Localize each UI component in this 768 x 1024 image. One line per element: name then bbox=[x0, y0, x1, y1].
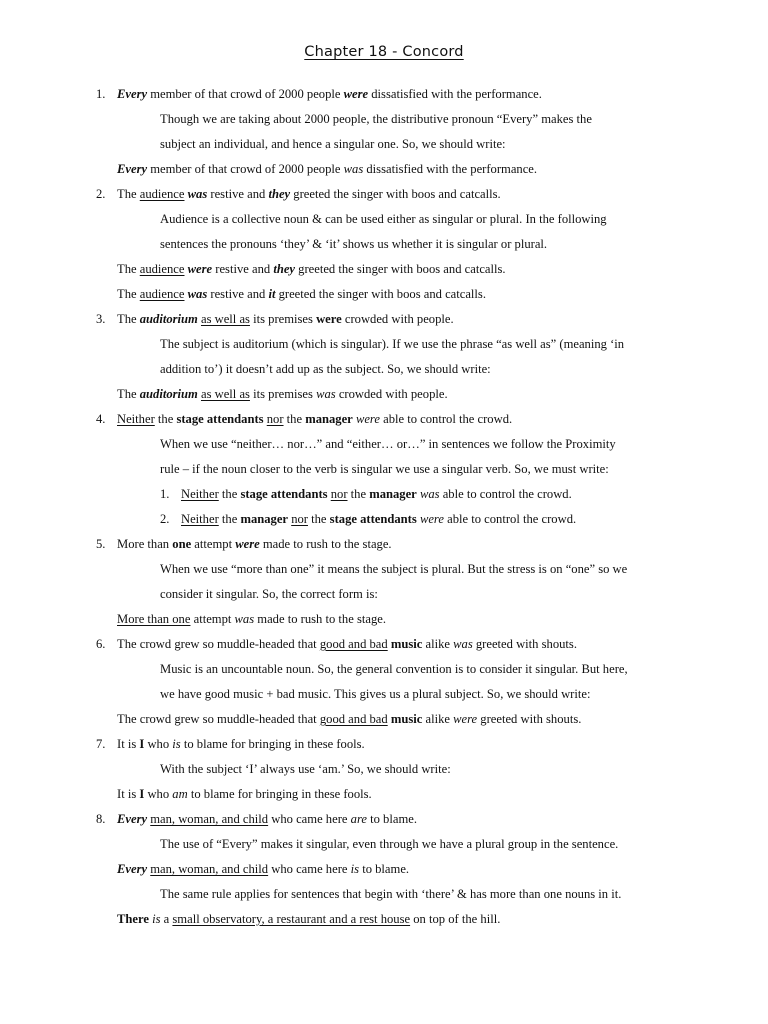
text-line bbox=[160, 884, 708, 904]
list-number: 2. bbox=[96, 187, 106, 201]
text-run: alike bbox=[422, 637, 454, 651]
list-number: 2. bbox=[160, 512, 170, 526]
text-run: is bbox=[152, 912, 161, 926]
text-run: manager bbox=[305, 412, 353, 426]
text-run: greeted the singer with boos and catcalls. bbox=[290, 187, 501, 201]
text-run: member of that crowd of 2000 people bbox=[147, 162, 344, 176]
text-run: the bbox=[347, 487, 370, 501]
text-run: dissatisfied with the performance. bbox=[368, 87, 542, 101]
text-line bbox=[117, 284, 708, 304]
text-line bbox=[96, 634, 708, 654]
text-run: nor bbox=[330, 487, 348, 501]
text-run: were bbox=[316, 312, 342, 326]
text-run: music bbox=[390, 712, 423, 726]
text-line bbox=[160, 434, 708, 454]
text-run: stage attendants bbox=[240, 487, 328, 501]
text-run: restive and bbox=[207, 287, 269, 301]
text-run: The subject is auditorium (which is singular). If we use the phrase “as well as” (meaning ‘in bbox=[160, 337, 625, 351]
text-line bbox=[96, 84, 708, 104]
text-line bbox=[96, 534, 708, 554]
text-run: stage attendants bbox=[329, 512, 417, 526]
text-run: music bbox=[390, 637, 423, 651]
text-run: The same rule applies for sentences that begin with ‘there’ & has more than one nouns in it. bbox=[160, 887, 622, 901]
text-run: stage attendants bbox=[176, 412, 264, 426]
list-number: 5. bbox=[96, 537, 106, 551]
text-run: was bbox=[187, 287, 208, 301]
text-run: restive and bbox=[212, 262, 274, 276]
text-run: who bbox=[144, 787, 173, 801]
text-run: It is bbox=[117, 737, 140, 751]
text-run: With the subject ‘I’ always use ‘am.’ So, we should write: bbox=[160, 762, 451, 776]
text-line bbox=[160, 559, 708, 579]
text-run: Every bbox=[117, 862, 148, 876]
text-run: The bbox=[117, 387, 140, 401]
text-run: who came here bbox=[268, 812, 351, 826]
text-line bbox=[160, 359, 708, 379]
text-run: The bbox=[117, 262, 140, 276]
text-run: manager bbox=[240, 512, 289, 526]
text-run: attempt bbox=[191, 537, 236, 551]
text-run: good and bad bbox=[319, 712, 388, 726]
text-run: restive and bbox=[207, 187, 269, 201]
text-line bbox=[160, 584, 708, 604]
text-line bbox=[96, 184, 708, 204]
list-number: 8. bbox=[96, 812, 106, 826]
text-line bbox=[117, 384, 708, 404]
text-run: Neither bbox=[117, 412, 155, 426]
text-run: the bbox=[307, 512, 330, 526]
text-line bbox=[160, 509, 708, 529]
text-run: Though we are taking about 2000 people, the distributive pronoun “Every” makes the bbox=[160, 112, 592, 126]
text-run: I bbox=[139, 787, 145, 801]
text-run: I bbox=[139, 737, 145, 751]
text-run: small observatory, a restaurant and a rest house bbox=[172, 912, 411, 926]
text-run: able to control the crowd. bbox=[443, 512, 577, 526]
text-line bbox=[160, 759, 708, 779]
text-run: the bbox=[218, 487, 241, 501]
text-run: we have good music + bad music. This gives us a plural subject. So, we should write: bbox=[160, 687, 591, 701]
text-run: addition to’) it doesn’t add up as the subject. So, we should write: bbox=[160, 362, 491, 376]
text-run: greeted with shouts. bbox=[472, 637, 577, 651]
text-line bbox=[96, 734, 708, 754]
text-run: were bbox=[187, 262, 213, 276]
text-run: who bbox=[144, 737, 173, 751]
text-run: as well as bbox=[200, 312, 250, 326]
text-run: When we use “more than one” it means the subject is plural. But the stress is on “one” so we bbox=[160, 562, 628, 576]
text-run: to blame. bbox=[359, 862, 410, 876]
text-line bbox=[160, 834, 708, 854]
list-number: 1. bbox=[96, 87, 106, 101]
text-run: alike bbox=[422, 712, 454, 726]
text-run: The use of “Every” makes it singular, even through we have a plural group in the sentence. bbox=[160, 837, 619, 851]
text-run: able to control the crowd. bbox=[439, 487, 572, 501]
text-run: Every bbox=[117, 162, 148, 176]
text-run: am bbox=[172, 787, 188, 801]
text-run: auditorium bbox=[139, 312, 198, 326]
text-run: is bbox=[172, 737, 181, 751]
text-run: was bbox=[234, 612, 255, 626]
text-line bbox=[160, 234, 708, 254]
text-run: The bbox=[117, 312, 140, 326]
text-run: Every bbox=[117, 87, 148, 101]
text-run: The bbox=[117, 187, 140, 201]
text-run: member of that crowd of 2000 people bbox=[147, 87, 344, 101]
text-run: made to rush to the stage. bbox=[259, 537, 392, 551]
text-run: they bbox=[268, 187, 291, 201]
text-run: nor bbox=[291, 512, 308, 526]
text-run: Every bbox=[117, 812, 148, 826]
text-run: the bbox=[154, 412, 177, 426]
text-run: one bbox=[172, 537, 192, 551]
text-run: Music is an uncountable noun. So, the general convention is to consider it singular. But here, bbox=[160, 662, 628, 676]
text-run: crowded with people. bbox=[341, 312, 454, 326]
text-run: audience bbox=[139, 187, 185, 201]
text-run: crowded with people. bbox=[335, 387, 448, 401]
text-run: were bbox=[355, 412, 380, 426]
list-number: 1. bbox=[160, 487, 170, 501]
text-line bbox=[160, 109, 708, 129]
text-run: subject an individual, and hence a singular one. So, we should write: bbox=[160, 137, 506, 151]
text-run: sentences the pronouns ‘they’ & ‘it’ shows us whether it is singular or plural. bbox=[160, 237, 548, 251]
text-run: man, woman, and child bbox=[150, 812, 269, 826]
text-run: on top of the hill. bbox=[410, 912, 501, 926]
text-line bbox=[160, 134, 708, 154]
text-run: was bbox=[419, 487, 440, 501]
text-run: are bbox=[350, 812, 367, 826]
text-run: man, woman, and child bbox=[150, 862, 269, 876]
text-run: was bbox=[453, 637, 473, 651]
text-run: as well as bbox=[200, 387, 250, 401]
text-run: was bbox=[187, 187, 208, 201]
text-run: to blame. bbox=[366, 812, 417, 826]
text-run: made to rush to the stage. bbox=[254, 612, 386, 626]
text-run: they bbox=[273, 262, 296, 276]
text-line bbox=[117, 259, 708, 279]
text-run: rule – if the noun closer to the verb is singular we use a singular verb. So, we must write: bbox=[160, 462, 609, 476]
text-run: attempt bbox=[190, 612, 235, 626]
text-line bbox=[117, 159, 708, 179]
list-number: 4. bbox=[96, 412, 106, 426]
text-run: its premises bbox=[249, 312, 317, 326]
text-run: It is bbox=[117, 787, 140, 801]
text-run: a bbox=[160, 912, 173, 926]
text-run: to blame for bringing in these fools. bbox=[180, 737, 365, 751]
text-run: When we use “neither… nor…” and “either… or…” in sentences we follow the Proximity bbox=[160, 437, 616, 451]
text-run: was bbox=[343, 162, 364, 176]
text-run: were bbox=[419, 512, 444, 526]
text-line bbox=[96, 409, 708, 429]
text-run: Neither bbox=[181, 487, 219, 501]
text-run: good and bad bbox=[319, 637, 388, 651]
text-run: consider it singular. So, the correct form is: bbox=[160, 587, 378, 601]
text-run: audience bbox=[139, 287, 185, 301]
text-line bbox=[96, 809, 708, 829]
text-run: The bbox=[117, 287, 140, 301]
text-line bbox=[96, 309, 708, 329]
list-number: 6. bbox=[96, 637, 106, 651]
text-run: the bbox=[218, 512, 241, 526]
text-run: manager bbox=[369, 487, 417, 501]
text-line bbox=[117, 709, 708, 729]
text-line bbox=[160, 209, 708, 229]
text-run: The crowd grew so muddle-headed that bbox=[117, 712, 320, 726]
text-line bbox=[117, 859, 708, 879]
text-line bbox=[117, 909, 708, 929]
text-run: were bbox=[343, 87, 369, 101]
text-run: There bbox=[117, 912, 149, 926]
list-number: 7. bbox=[96, 737, 106, 751]
text-line bbox=[160, 334, 708, 354]
text-run: the bbox=[283, 412, 306, 426]
text-line bbox=[117, 609, 708, 629]
text-run: were bbox=[235, 537, 260, 551]
text-run: greeted with shouts. bbox=[477, 712, 582, 726]
text-run: Audience is a collective noun & can be used either as singular or plural. In the following bbox=[160, 212, 607, 226]
text-run: The crowd grew so muddle-headed that bbox=[117, 637, 320, 651]
text-run: More than bbox=[117, 537, 173, 551]
text-run: auditorium bbox=[139, 387, 198, 401]
text-line bbox=[160, 659, 708, 679]
text-run: to blame for bringing in these fools. bbox=[187, 787, 372, 801]
text-run: who came here bbox=[268, 862, 351, 876]
text-line bbox=[160, 459, 708, 479]
text-run: is bbox=[350, 862, 360, 876]
text-run: Neither bbox=[181, 512, 219, 526]
text-run: greeted the singer with boos and catcalls. bbox=[275, 287, 486, 301]
text-run: audience bbox=[139, 262, 185, 276]
text-line bbox=[160, 684, 708, 704]
text-run: was bbox=[316, 387, 336, 401]
text-run: able to control the crowd. bbox=[379, 412, 513, 426]
text-run: its premises bbox=[249, 387, 317, 401]
text-run: nor bbox=[266, 412, 284, 426]
text-run: dissatisfied with the performance. bbox=[363, 162, 538, 176]
text-run: it bbox=[268, 287, 276, 301]
text-run: were bbox=[453, 712, 478, 726]
page-title: Chapter 18 - Concord bbox=[304, 44, 464, 60]
list-number: 3. bbox=[96, 312, 106, 326]
text-line bbox=[117, 784, 708, 804]
text-line bbox=[160, 484, 708, 504]
text-run: More than one bbox=[117, 612, 191, 626]
text-run: greeted the singer with boos and catcalls. bbox=[295, 262, 506, 276]
